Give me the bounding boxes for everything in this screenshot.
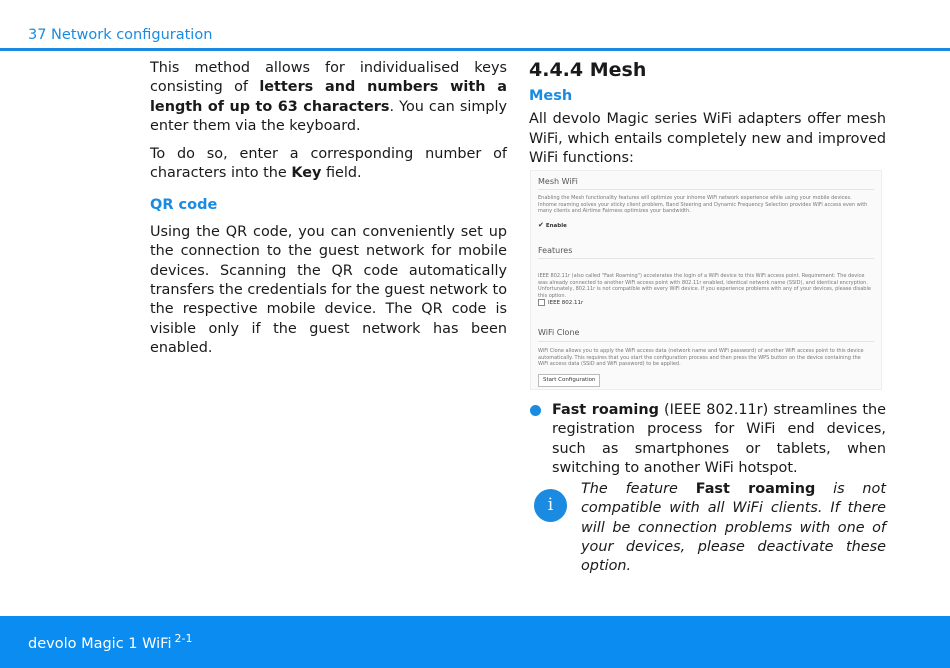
- bullet-icon: [530, 405, 541, 416]
- page-footer: [0, 616, 950, 668]
- text-run: is not compatible with all WiFi clients. If there will be connection problems with one of your devices, please deactivate these option.: [581, 481, 886, 575]
- mesh-subheading: Mesh: [529, 88, 573, 104]
- features-title: Features: [538, 246, 573, 255]
- keys-paragraph: [150, 59, 507, 136]
- qr-code-paragraph: Using the QR code, you can conveniently set up the connection to the guest network for mobile devices. Scanning the QR code automatically transfers the credentials for the guest network to the respective mobile device. The QR code is visible only if the guest network has been enabled.: [150, 224, 507, 356]
- ieee-label: IEEE 802.11r: [548, 300, 584, 306]
- bold-run: Key: [291, 165, 322, 182]
- info-icon: i: [534, 489, 567, 522]
- text-run: field.: [321, 165, 362, 182]
- product-name: devolo Magic 1 WiFi: [28, 636, 172, 652]
- bold-run: letters and numbers with a length of up to 63 characters: [150, 79, 507, 115]
- page-header: [0, 0, 950, 50]
- qr-code-heading: QR code: [150, 196, 218, 213]
- fast-roaming-bullet: [552, 401, 886, 478]
- bold-run: Fast roaming: [552, 402, 659, 418]
- divider: [538, 189, 874, 190]
- product-version: 2-1: [174, 632, 193, 645]
- section-heading: 4.4.4 Mesh: [529, 59, 647, 81]
- text-run: To do so, enter a corresponding number of characters into the: [150, 146, 507, 182]
- mesh-intro-paragraph: All devolo Magic series WiFi adapters offer mesh WiFi, which entails completely new and improved WiFi functions:: [529, 111, 886, 166]
- wifi-clone-title: WiFi Clone: [538, 328, 580, 337]
- text-run: The feature: [581, 481, 696, 497]
- checkbox-icon: [538, 299, 545, 306]
- check-icon: ✔: [538, 221, 544, 229]
- text-run: (IEEE 802.11r) streamlines the registration process for WiFi end devices, such as smartphones or tablets, when switching to another WiFi hotspot.: [552, 402, 886, 476]
- info-note: [581, 480, 886, 576]
- enable-label: Enable: [545, 223, 567, 229]
- mesh-wifi-description: Enabling the Mesh functionality features will optimize your inhome WiFi network experience while using your mobile devices. Inhome roaming solves your sticky client problem, Band Steering and Dynamic Frequency Selection provides WiFi access even with many clients and Airtime Fairness optimizes your bandwidth.: [538, 195, 868, 214]
- key-field-paragraph: [150, 145, 507, 184]
- wifi-clone-description: WiFi Clone allows you to apply the WiFi access data (network name and WiFi password) of another WiFi access point to this device automatically. This requires that you start the configuration process and then press the WPS button on the device containing the WiFi access data (SSID and WiFi password) to be applied.: [538, 348, 864, 367]
- divider: [538, 341, 874, 342]
- footer-product: [28, 632, 192, 652]
- enable-checkbox[interactable]: [538, 222, 567, 230]
- divider: [538, 258, 874, 259]
- left-column: [150, 59, 507, 358]
- right-column: [529, 59, 886, 168]
- page-title: 37 Network configuration: [28, 27, 213, 43]
- features-description: IEEE 802.11r (also called "Fast Roaming") accelerates the login of a WiFi device to this WiFi access point. Requirement: The device was already connected to another WiFi access point with 802.11r enabled, identical network name (SSID), and identical encryption. Unfortunately, 802.11r is not compatible with every WiFi device. If you experience problems with any of your devices, please disable this option.: [538, 273, 871, 299]
- bold-run: Fast roaming: [695, 481, 816, 497]
- mesh-settings-screenshot: [530, 170, 882, 390]
- header-rule: [0, 48, 950, 51]
- text-run: . You can simply enter them via the keyboard.: [150, 98, 507, 134]
- mesh-wifi-title: Mesh WiFi: [538, 177, 578, 186]
- start-configuration-button[interactable]: Start Configuration: [538, 374, 600, 387]
- ieee-80211r-checkbox[interactable]: [538, 299, 583, 307]
- text-run: This method allows for individualised keys consisting of: [150, 60, 507, 96]
